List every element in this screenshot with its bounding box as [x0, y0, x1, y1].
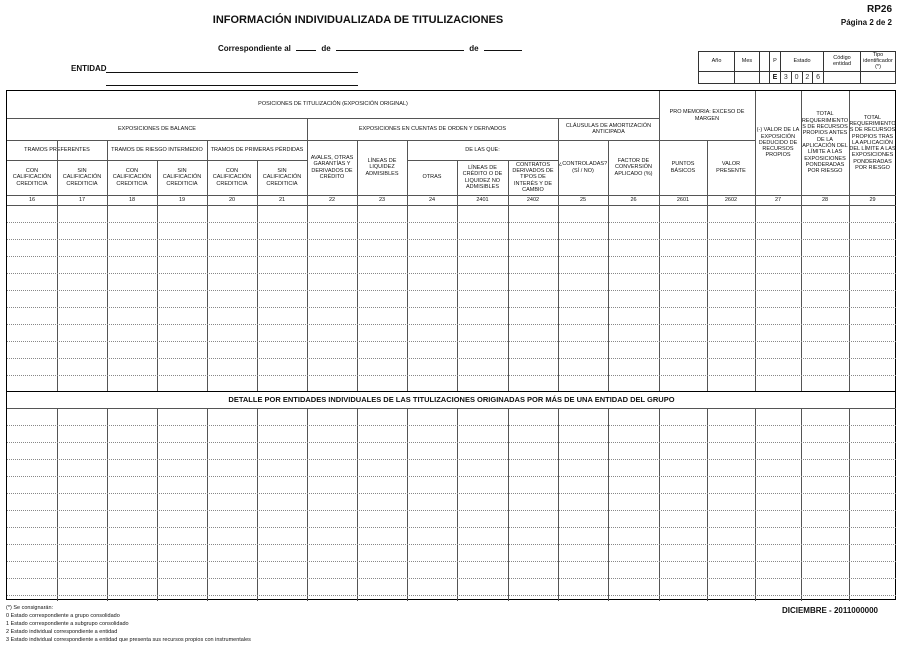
header-avales: AVALES, OTRAS GARANTÍAS Y DERIVADOS DE CRÉDITO — [310, 154, 354, 180]
header-tramos-preferentes: TRAMOS PREFERENTES — [24, 146, 90, 153]
header-controladas: ¿CONTROLADAS? (SÍ / NO) — [558, 161, 608, 174]
mes-label: Mes — [735, 52, 760, 72]
v-line — [207, 140, 208, 391]
row-line — [7, 273, 896, 274]
year-field[interactable] — [484, 41, 522, 51]
column-number: 22 — [328, 196, 336, 203]
row-line — [7, 493, 896, 494]
footnote-1: 0 Estado correspondiente a grupo consolidado — [6, 613, 120, 619]
column-number: 2602 — [724, 196, 738, 203]
v-line — [755, 91, 756, 391]
v-line — [659, 408, 660, 601]
column-number: 23 — [378, 196, 386, 203]
id-box — [698, 51, 896, 84]
row-line — [7, 375, 896, 376]
v-line — [659, 91, 660, 391]
row-line — [7, 341, 896, 342]
header-de-las-que: DE LAS QUE: — [465, 146, 500, 153]
v-line — [849, 91, 850, 391]
v-line — [257, 408, 258, 601]
spacer-cell-2 — [760, 71, 770, 83]
row-line — [7, 578, 896, 579]
corr-de-1: de — [321, 44, 331, 53]
row-line — [7, 324, 896, 325]
v-line — [801, 408, 802, 601]
entidad-label: ENTIDAD — [71, 64, 107, 73]
tipo-identificador-label: Tipo identificador (*) — [861, 52, 896, 72]
correspondiente-line — [218, 41, 525, 53]
day-field[interactable] — [296, 41, 316, 51]
header-contratos: CONTRATOS DERIVADOS DE TIPOS DE INTERÉS Y DE CAMBIO — [512, 161, 554, 193]
codigo-entidad-label: Código entidad — [824, 52, 861, 72]
header-con-calif-3: CON CALIFICACIÓN CREDITICIA — [212, 168, 252, 187]
column-number: 26 — [630, 196, 637, 203]
header-sin-calif-3: SIN CALIFICACIÓN CREDITICIA — [262, 168, 302, 187]
h-line — [7, 140, 755, 141]
column-number: 20 — [228, 196, 236, 203]
column-number: 28 — [821, 196, 829, 203]
header-pro-memoria: PRO MEMORIA: EXCESO DE MARGEN — [669, 109, 745, 122]
header-tramos-riesgo: TRAMOS DE RIESGO INTERMEDIO — [111, 146, 203, 153]
footnote-3: 2 Estado individual correspondiente a entidad — [6, 629, 118, 635]
v-line — [558, 408, 559, 601]
anio-field[interactable] — [699, 71, 735, 83]
page-number: Página 2 de 2 — [840, 18, 892, 27]
v-line — [755, 408, 756, 601]
header-con-calif-1: CON CALIFICACIÓN CREDITICIA — [12, 168, 52, 187]
row-line — [7, 256, 896, 257]
column-number: 19 — [178, 196, 186, 203]
estado-label: Estado — [781, 52, 824, 72]
header-tramos-perdidas: TRAMOS DE PRIMERAS PÉRDIDAS — [210, 146, 304, 153]
page-title: INFORMACIÓN INDIVIDUALIZADA DE TITULIZACIONES — [212, 14, 504, 26]
row-line — [7, 222, 896, 223]
header-clausulas: CLÁUSULAS DE AMORTIZACIÓN ANTICIPADA — [565, 122, 652, 135]
header-lineas-liquidez: LÍNEAS DE LIQUIDEZ ADMISIBLES — [365, 158, 399, 177]
corr-de-2: de — [469, 44, 479, 53]
estado-digit-2: 0 — [792, 72, 803, 83]
v-line — [407, 140, 408, 391]
h-line — [407, 160, 558, 161]
tipo-identificador-field[interactable] — [861, 71, 896, 83]
v-line — [801, 91, 802, 391]
v-line — [357, 140, 358, 391]
column-number: 17 — [78, 196, 86, 203]
footnote-2: 1 Estado correspondiente a subgrupo consolidado — [6, 621, 129, 627]
header-otras: OTRAS — [422, 174, 442, 181]
v-line — [107, 140, 108, 391]
titulizaciones-table — [6, 90, 896, 600]
corr-prefix: Correspondiente al — [218, 44, 291, 53]
column-number: 27 — [774, 196, 782, 203]
row-line — [7, 527, 896, 528]
column-number: 18 — [128, 196, 136, 203]
month-field[interactable] — [336, 41, 464, 51]
v-line — [508, 408, 509, 601]
header-factor: FACTOR DE CONVERSIÓN APLICADO (%) — [614, 158, 653, 177]
row-line — [7, 476, 896, 477]
v-line — [608, 408, 609, 601]
spacer-cell — [760, 52, 770, 72]
v-line — [57, 408, 58, 601]
v-line — [849, 408, 850, 601]
row-line — [7, 544, 896, 545]
header-valor-presente: VALOR PRESENTE — [716, 161, 746, 174]
row-line — [7, 307, 896, 308]
row-line — [7, 459, 896, 460]
column-number: 2402 — [526, 196, 540, 203]
header-puntos-basicos: PUNTOS BÁSICOS — [670, 161, 696, 174]
header-lineas-credito: LÍNEAS DE CRÉDITO O DE LIQUIDEZ NO ADMISIBLES — [462, 164, 503, 190]
v-line — [608, 140, 609, 391]
anio-label: Año — [699, 52, 735, 72]
row-line — [7, 561, 896, 562]
codigo-entidad-field[interactable] — [824, 71, 861, 83]
footnotes — [6, 604, 251, 644]
header-balance: EXPOSICIONES DE BALANCE — [118, 125, 196, 132]
row-line — [7, 239, 896, 240]
entidad-field-2[interactable] — [106, 85, 358, 86]
mes-field[interactable] — [735, 71, 760, 83]
row-line — [7, 442, 896, 443]
v-line — [307, 118, 308, 391]
column-number: 16 — [28, 196, 36, 203]
header-cuentas-orden: EXPOSICIONES EN CUENTAS DE ORDEN Y DERIVADOS — [358, 125, 507, 132]
column-number: 2601 — [676, 196, 690, 203]
v-line — [707, 408, 708, 601]
h-line — [7, 391, 896, 392]
form-code: RP26 — [866, 4, 892, 15]
column-number: 25 — [579, 196, 587, 203]
v-line — [357, 408, 358, 601]
header-valor-exposicion: (-) VALOR DE LA EXPOSICIÓN DEDUCIDO DE RECURSOS PROPIOS — [756, 127, 800, 159]
column-number: 21 — [278, 196, 286, 203]
v-line — [558, 118, 559, 391]
estado-digit-3: 2 — [803, 72, 814, 83]
detail-section-title: DETALLE POR ENTIDADES INDIVIDUALES DE LAS TITULIZACIONES ORIGINADAS POR MÁS DE UNA ENTIDAD DEL GRUPO — [228, 395, 675, 404]
v-line — [457, 408, 458, 601]
h-line — [7, 118, 659, 119]
header-con-calif-2: CON CALIFICACIÓN CREDITICIA — [112, 168, 152, 187]
v-line — [107, 408, 108, 601]
row-line — [7, 425, 896, 426]
column-number: 29 — [869, 196, 876, 203]
estado-digit-1: 3 — [781, 72, 792, 83]
entidad-field[interactable] — [106, 72, 358, 73]
v-line — [157, 408, 158, 601]
row-line — [7, 358, 896, 359]
row-line — [7, 290, 896, 291]
estado-digit-4: 6 — [816, 73, 821, 81]
p-label: P — [770, 52, 781, 72]
header-total-tras: TOTAL REQUERIMIENTO S DE RECURSOS PROPIOS TRAS LA APLICACIÓN DEL LÍMITE A LAS EXPOSICIONES PONDERADAS POR RIESGO — [849, 114, 896, 172]
v-line — [207, 408, 208, 601]
v-line — [307, 408, 308, 601]
row-line — [7, 510, 896, 511]
column-number: 24 — [428, 196, 436, 203]
header-sin-calif-2: SIN CALIFICACIÓN CREDITICIA — [162, 168, 202, 187]
footnote-0: (*) Se consignarán: — [6, 605, 54, 611]
header-total-antes: TOTAL REQUERIMIENTO S DE RECURSOS PROPIOS ANTES DE LA APLICACIÓN DEL LÍMITE A LAS EXPOSICIONES PONDERADAS POR RIESGO — [801, 111, 849, 175]
v-line — [407, 408, 408, 601]
e-code: E — [770, 71, 781, 83]
h-line — [7, 205, 896, 206]
column-number: 2401 — [476, 196, 489, 203]
row-line — [7, 595, 896, 596]
h-line — [7, 408, 896, 409]
report-period: DICIEMBRE - 2011000000 — [781, 606, 878, 615]
v-line — [57, 140, 58, 391]
v-line — [707, 140, 708, 391]
header-sin-calif-1: SIN CALIFICACIÓN CREDITICIA — [62, 168, 102, 187]
header-posiciones: POSICIONES DE TITULIZACIÓN (EXPOSICIÓN ORIGINAL) — [258, 101, 408, 108]
footnote-4: 3 Estado individual correspondiente a entidad que presenta sus recursos propios con instrumentales — [6, 637, 251, 643]
